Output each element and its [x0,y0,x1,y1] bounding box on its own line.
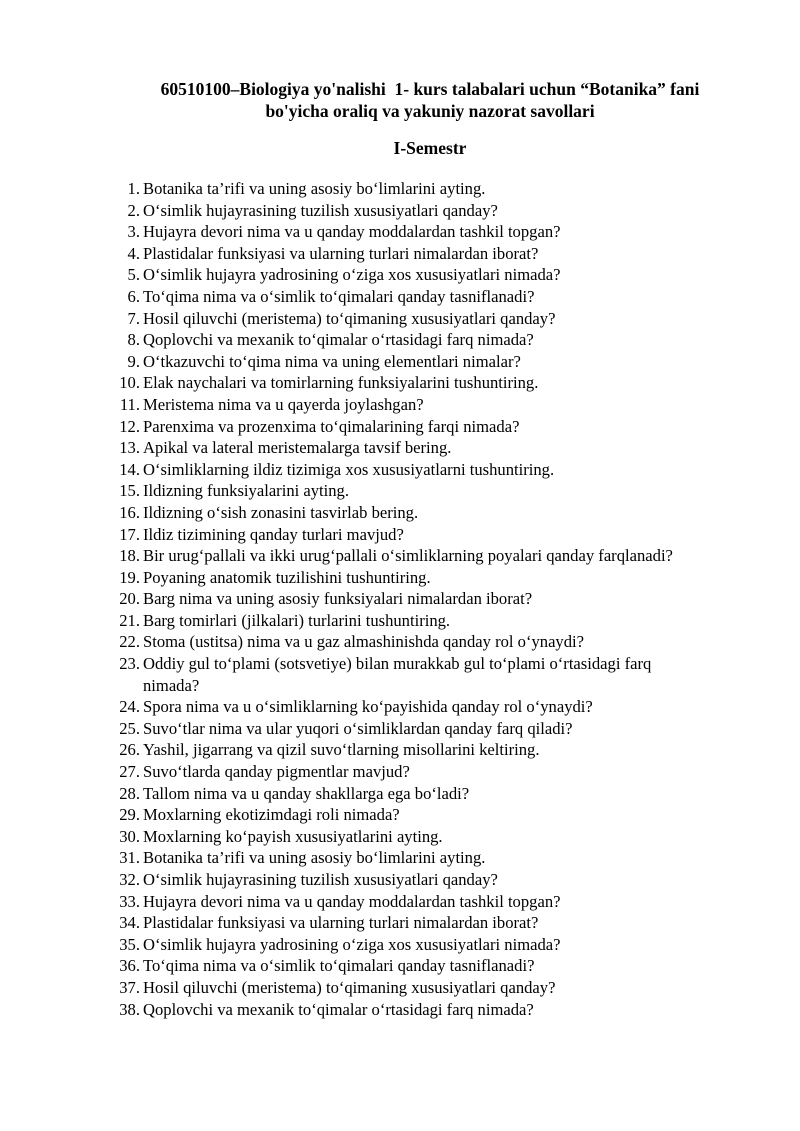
question-text: O‘simlik hujayrasining tuzilish xususiyatlari qanday? [143,870,498,889]
question-number: 8. [127,330,140,350]
question-text: Apikal va lateral meristemalarga tavsif bering. [143,438,452,458]
question-item [110,178,710,200]
question-number: 20. [119,589,140,609]
question-item [110,308,710,330]
question-text: Plastidalar funksiyasi va ularning turlari nimalardan iborat? [143,913,539,933]
question-text: Parenxima va prozenxima to‘qimalarining farqi nimada? [143,416,520,436]
document-title [110,78,750,122]
semester-heading: I-Semestr [393,138,467,158]
question-text: O‘simliklarning ildiz tizimiga xos xususiyatlarni tushuntiring. [143,459,555,479]
question-item [110,826,710,848]
question-text: Ildizning funksiyalarini ayting. [143,481,349,501]
question-item [110,221,710,243]
question-text: Qoplovchi va mexanik to‘qimalar o‘rtasidagi farq nimada? [143,330,534,350]
question-number: 26. [119,740,140,760]
question-item [110,891,710,913]
question-number: 18. [119,546,140,566]
question-text: To‘qima nima va o‘simlik to‘qimalari qanday tasniflanadi? [143,956,535,976]
question-number: 1. [127,179,140,198]
question-number: 37. [119,977,140,997]
question-text: Poyaning anatomik tuzilishini tushuntiring. [143,567,431,587]
question-text: O‘simlik hujayra yadrosining o‘ziga xos xususiyatlari nimada? [143,265,561,285]
question-text: Suvo‘tlar nima va ular yuqori o‘simliklardan qanday farq qiladi? [143,718,573,738]
question-item [110,329,710,351]
question-item [110,955,710,977]
question-text: Ildiz tizimining qanday turlari mavjud? [143,524,404,544]
question-number: 7. [127,308,140,328]
question-number: 25. [119,718,140,738]
question-item [110,264,710,286]
question-number: 13. [119,438,140,458]
question-item [110,696,710,718]
question-text: Elak naychalari va tomirlarning funksiyalarini tushuntiring. [143,373,539,393]
question-item [110,545,710,567]
question-text: Barg nima va uning asosiy funksiyalari nimalardan iborat? [143,589,533,609]
question-text: Tallom nima va u qanday shakllarga ega bo‘ladi? [143,783,470,803]
question-text: To‘qima nima va o‘simlik to‘qimalari qanday tasniflanadi? [143,286,535,306]
question-item [110,480,710,502]
question-text: Botanika ta’rifi va uning asosiy bo‘limlarini ayting. [143,179,486,198]
question-item [110,653,710,696]
question-text: Ildizning o‘sish zonasini tasvirlab bering. [143,502,419,522]
question-text: O‘tkazuvchi to‘qima nima va uning elementlari nimalar? [143,351,521,371]
question-text: Oddiy gul to‘plami (sotsvetiye) bilan murakkab gul to‘plami o‘rtasidagi farq nimada? [143,654,652,695]
question-number: 21. [119,610,140,630]
question-number: 24. [119,697,140,717]
question-number: 36. [119,956,140,976]
question-text: Moxlarning ekotizimdagi roli nimada? [143,805,400,825]
question-item [110,804,710,826]
question-item [110,286,710,308]
question-item [110,977,710,999]
question-item [110,783,710,805]
question-item [110,567,710,589]
question-number: 32. [119,870,140,889]
question-number: 29. [119,805,140,825]
question-item [110,502,710,524]
question-number: 31. [119,848,140,868]
question-number: 27. [119,762,140,782]
question-number: 17. [119,524,140,544]
question-text: Suvo‘tlarda qanday pigmentlar mavjud? [143,762,410,782]
question-number: 2. [127,200,140,220]
question-text: Plastidalar funksiyasi va ularning turlari nimalardan iborat? [143,243,539,263]
question-number: 3. [127,222,140,242]
title-line-2: bo'yicha oraliq va yakuniy nazorat savollari [265,101,595,121]
question-number: 10. [119,373,140,393]
question-item [110,351,710,373]
question-item [110,372,710,394]
question-number: 38. [119,999,140,1019]
question-number: 30. [119,826,140,846]
question-number: 11. [119,394,140,414]
question-number: 4. [127,243,140,263]
title-line-1: 60510100–Biologiya yo'nalishi 1- kurs talabalari uchun “Botanika” fani [160,79,700,99]
question-text: Yashil, jigarrang va qizil suvo‘tlarning misollarini keltiring. [143,740,540,760]
question-number: 34. [119,913,140,933]
question-text: Spora nima va u o‘simliklarning ko‘payishida qanday rol o‘ynaydi? [143,697,593,717]
question-item [110,524,710,546]
question-number: 28. [119,783,140,803]
question-text: O‘simlik hujayra yadrosining o‘ziga xos xususiyatlari nimada? [143,934,561,954]
question-item [110,394,710,416]
question-number: 23. [119,654,140,674]
question-item [110,416,710,438]
question-item [110,243,710,265]
question-text: Bir urug‘pallali va ikki urug‘pallali o‘simliklarning poyalari qanday farqlanadi? [143,546,673,566]
question-item [110,761,710,783]
question-number: 15. [119,481,140,501]
question-number: 6. [127,286,140,306]
question-text: Hujayra devori nima va u qanday moddalardan tashkil topgan? [143,222,561,242]
question-text: Qoplovchi va mexanik to‘qimalar o‘rtasidagi farq nimada? [143,999,534,1019]
question-item [110,739,710,761]
question-text: Meristema nima va u qayerda joylashgan? [143,394,424,414]
question-item [110,999,710,1021]
question-number: 22. [119,632,140,652]
question-item [110,718,710,740]
question-list [110,178,710,1020]
question-item [110,934,710,956]
question-item [110,847,710,869]
question-number: 16. [119,502,140,522]
question-text: Hosil qiluvchi (meristema) to‘qimaning xususiyatlari qanday? [143,308,556,328]
question-text: O‘simlik hujayrasining tuzilish xususiyatlari qanday? [143,200,498,220]
question-text: Hujayra devori nima va u qanday moddalardan tashkil topgan? [143,891,561,911]
question-item [110,200,710,222]
question-number: 19. [119,567,140,587]
question-number: 9. [127,351,140,371]
question-item [110,459,710,481]
question-text: Moxlarning ko‘payish xususiyatlarini ayting. [143,826,443,846]
question-item [110,912,710,934]
question-item [110,869,710,891]
question-number: 14. [119,459,140,479]
question-text: Botanika ta’rifi va uning asosiy bo‘limlarini ayting. [143,848,486,868]
question-number: 12. [119,416,140,436]
question-number: 5. [127,265,140,285]
question-item [110,437,710,459]
question-number: 33. [119,891,140,911]
question-text: Hosil qiluvchi (meristema) to‘qimaning xususiyatlari qanday? [143,977,556,997]
question-item [110,610,710,632]
question-text: Barg tomirlari (jilkalari) turlarini tushuntiring. [143,610,451,630]
question-item [110,588,710,610]
question-item [110,631,710,653]
question-text: Stoma (ustitsa) nima va u gaz almashinishda qanday rol o‘ynaydi? [143,632,585,652]
question-number: 35. [119,934,140,954]
